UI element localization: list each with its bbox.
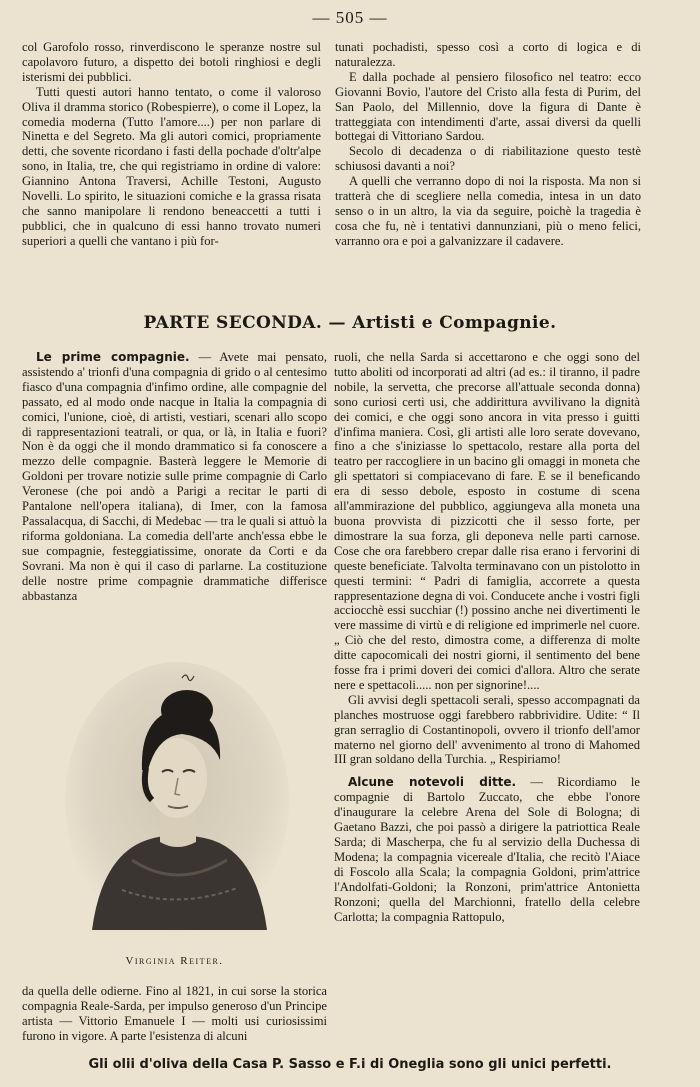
paragraph: da quella delle odierne. Fino al 1821, in cui sorse la storica compagnia Reale-Sarda, per impulso generoso d'un Principe artista — Vittorio Emanuele I — molti usi curiosissimi furono in vigore. A parte l'esistenza di alcuni: [22, 984, 327, 1043]
left-column: [22, 350, 327, 603]
paragraph-lead: Alcune notevoli ditte.: [348, 775, 517, 790]
paragraph: A quelli che verranno dopo di noi la risposta. Ma non si tratterà che di scegliere nella comedia, intesa in un dato senso o in un altro, la via da seguire, poichè la tragedia è cosa che fu, nè i tentativi dannunziani, più o meno felici, varranno ora e poi a galvanizzare il cadavere.: [335, 174, 641, 248]
bottom-left-column: [22, 984, 327, 1044]
paragraph: tunati pochadisti, spesso così a corto di logica e di naturalezza.: [335, 40, 641, 69]
paragraph-lead: Le prime compagnie.: [36, 350, 190, 364]
portrait-caption: Virginia Reiter.: [125, 955, 224, 967]
advertisement-footer: Gli olii d'oliva della Casa P. Sasso e F.i di Oneglia sono gli unici perfetti.: [88, 1057, 612, 1072]
page-number: — 505 —: [312, 8, 388, 27]
portrait-illustration: [62, 660, 292, 940]
paragraph: Gli avvisi degli spettacoli serali, spesso accompagnati da planches mostruose oggi farebbero rabbrividire. Udite: “ Il gran serraglio di Costantinopoli, ovvero il trionfo dell'amor materno nel giorno dell' avvenimento al trono di Mahomed III gran soldano della Turchia. „ Respiriamo!: [334, 692, 640, 767]
paragraph-text: — Ricordiamo le compagnie di Bartolo Zuccato, che ebbe l'onore d'inaugurare la celebre Arena del Sole di Bologna; di Gaetano Bazzi, che poi passò a dirigere la patriottica Reale Sarda; di Mascherpa, che fu al servizio della Duchessa di Modena; la compagnia vicereale d'Italia, che recitò l'Aiace di Foscolo alla Scala; la compagnia Goldoni, prim'attrice l'Andolfati-Goldoni; la Ronzoni, prim'attrice Antonietta Ronzoni; quella del Marchionni, fratello della celebre Carlotta; la compagnia Rattopulo,: [334, 775, 641, 924]
top-right-column: [335, 40, 641, 249]
paragraph: Tutti questi autori hanno tentato, o come il valoroso Oliva il dramma storico (Robespierre), o come il Lopez, la comedia moderna (Tutto l'amore....) per non parlare di Ninetta e del Segreto. Ma gli autori comici, propriamente detti, che sovente ricordano i fasti della pochade d'oltr'alpe sono, in Italia, tre, che qui registriamo in ordine di valore: Giannino Antona Traversi, Achille Testoni, Augusto Novelli. Lo spirito, le situazioni comiche e la grassa risata che sanno manipolare li rendono beneaccetti a tutti i pubblici, che in qualcuno di essi hanno trovato numeri superiori a quelli che vantano i più for-: [22, 84, 321, 248]
section-heading: PARTE SECONDA. — Artisti e Compagnie.: [143, 313, 557, 333]
top-left-column: [22, 40, 321, 249]
paragraph: Secolo di decadenza o di riabilitazione questo testè schiusosi davanti a noi?: [335, 144, 641, 174]
paragraph: ruoli, che nella Sarda si accettarono e che oggi sono del tutto aboliti od incorporati ad altri (ad es.: il tiranno, il padre nobile, la servetta, che precorse all'attuale seconda donna) sono curiosi certi usi, che addirittura avvilivano la dignità dei comici, e che oggi sono ancora in vita presso i guitti d'infima maniera. Così, gli artisti alle loro serate dovevano, fino a che s'iniziasse lo spettacolo, restare alla porta del teatro per raccogliere in un bacino gli omaggi in moneta che gli spettatori si compiacevano di fare. E se il beneficando era di sesso debole, esposto in costume di scena all'ammirazione del pubblico, aggiungeva alla moneta una buona provvista di pizzicotti che il sesso forte, per dimostrare la sua forza, gli deponeva nelle parti carnose. Cose che ora farebbero crepar dalle risa erano i fervorini di queste beneficiate. Talvolta terminavano con un pistolotto in questi termini: “ Padri di famiglia, accorrete a questa rappresentazione degna di voi. Conducete anche i vostri figli acciocchè essi succhiar (!) possino anche nei divertimenti le vere massime di virtù e di religione ed imprimerle nel cuore. „ Ciò che del resto, dimostra come, a differenza di molte ditte capocomicali dei nostri giorni, il sentimento del bene fosse fra i primi doveri dei comici d'allora. Altro che serate nere e spettacoli..... non per signorine!....: [334, 350, 640, 692]
paragraph: [334, 775, 640, 924]
paragraph: E dalla pochade al pensiero filosofico nel teatro: ecco Giovanni Bovio, l'autore del Cristo alla festa di Purim, del San Paolo, del Millennio, dove la figura di Dante è tratteggiata con intendimenti d'arte, assai diversi da quelli bottegai di Vittoriano Sardou.: [335, 69, 641, 144]
portrait-image: [62, 660, 292, 940]
paragraph: [22, 350, 327, 603]
right-column: [334, 350, 640, 924]
paragraph: col Garofolo rosso, rinverdiscono le speranze nostre sul capolavoro futuro, a dispetto dei botoli ringhiosi e degli isterismi dei pubblici.: [22, 40, 321, 84]
paragraph-text: — Avete mai pensato, assistendo a' trionfi d'una compagnia di grido o al centesimo fiasco d'una compagnia d'infimo ordine, alle compagnie del passato, ed al modo onde nacque in Italia la compagnia di comici, l'unione, cioè, di artisti, vestiari, scenari allo scopo di rappresentazioni teatrali, or qua, or là, in Italia e fuori? Non è da oggi che il mondo drammatico si fa conoscere a mezzo delle compagnie. Basterà leggere le Memorie di Goldoni per trovare notizie sulle prime compagnie di Carlo Veronese (che poi andò a Parigi a recitar le parti di Pantalone nell'opera italiana), di Imer, con la famosa Passalacqua, di Sacchi, di Medebac — tra le quali si attuò la riforma goldoniana. La comedia dell'arte anch'essa ebbe le sue compagnie, festeggiatissime, onorate da Corti e da Sovrani. Ma non è qui il caso di parlarne. La costituzione delle nostre prime compagnie drammatiche differisce abbastanza: [22, 350, 327, 603]
